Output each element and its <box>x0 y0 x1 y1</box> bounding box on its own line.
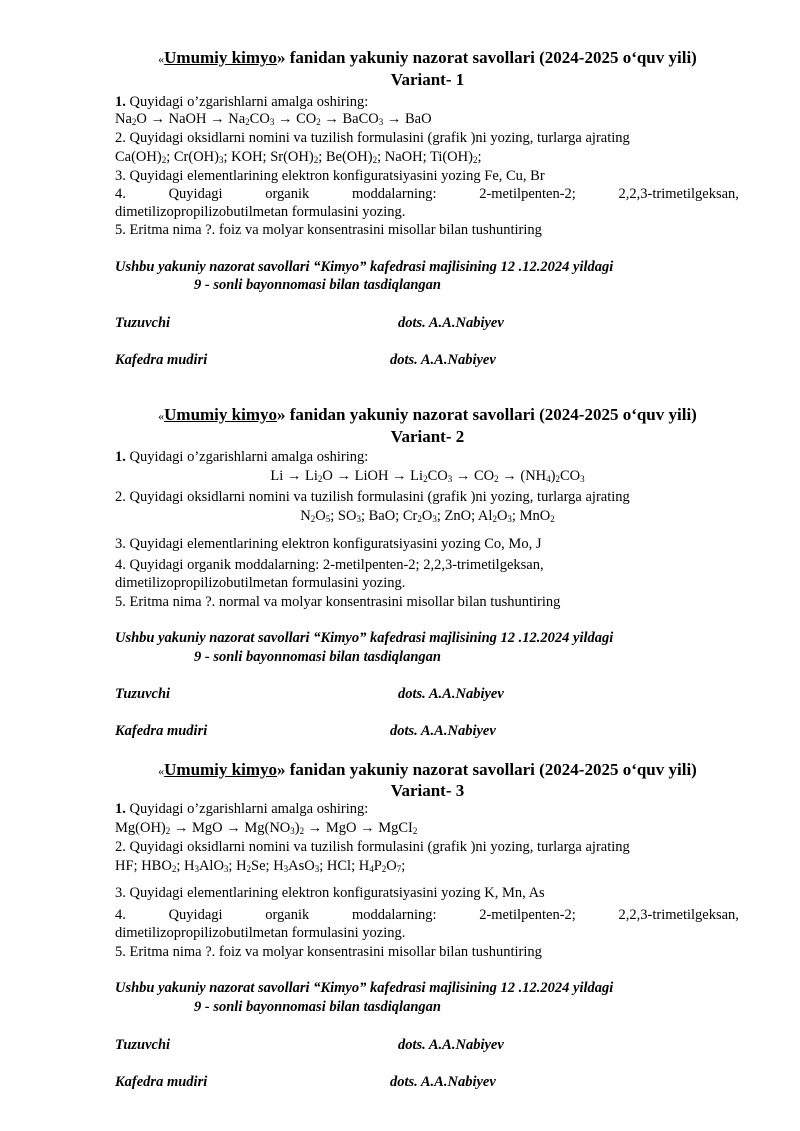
formula-subscript: 2 <box>299 826 305 836</box>
formula-subscript: 5 <box>325 514 331 524</box>
head-label: Kafedra mudiri <box>115 1074 208 1090</box>
author-label: Tuzuvchi <box>115 1037 171 1053</box>
formula-subscript: 3 <box>432 514 437 524</box>
formula-text: AsO <box>288 858 315 874</box>
question-5: 5. Eritma nima ?. normal va molyar konsentrasini misollar bilan tushuntiring <box>115 594 561 610</box>
formula-text: P <box>373 858 382 874</box>
formula-text: O <box>315 508 326 524</box>
formula-subscript: 2 <box>165 826 171 836</box>
formula-subscript: 2 <box>245 117 250 127</box>
formula-text: O <box>386 858 397 874</box>
formula-subscript: 3 <box>378 117 384 127</box>
approval-note-line-1: Ushbu yakuniy nazorat savollari “Kimyo” kafedrasi majlisining 12 .12.2024 yildagi <box>115 259 614 275</box>
formula-text: ; KOH; Sr(OH) <box>223 149 314 165</box>
question-5: 5. Eritma nima ?. foiz va molyar konsentrasini misollar bilan tushuntiring <box>115 222 542 238</box>
formula-text: → MgO → Mg(NO <box>170 820 291 836</box>
formula-text: → BaO <box>383 111 432 127</box>
formula-subscript: 3 <box>447 474 453 484</box>
formula-text: ; BaO; Cr <box>360 508 418 524</box>
question-4-line-1: 4. Quyidagi organik moddalarning: 2-metilpenten-2; 2,2,3-trimetilgeksan, <box>115 186 739 202</box>
formula-subscript: 2 <box>472 155 478 165</box>
formula-subscript: 4 <box>546 474 551 484</box>
approval-note-line-2: 9 - sonli bayonnomasi bilan tasdiqlangan <box>194 277 441 293</box>
formula-text: Mg(OH) <box>115 820 166 836</box>
approval-note-line-1: Ushbu yakuniy nazorat savollari “Kimyo” kafedrasi majlisining 12 .12.2024 yildagi <box>115 980 614 996</box>
formula-text: N <box>300 508 311 524</box>
formula-subscript: 2 <box>310 514 316 524</box>
question-4-line-2: dimetilizopropilizobutilmetan formulasini yozing. <box>115 575 406 591</box>
approval-note-line-2: 9 - sonli bayonnomasi bilan tasdiqlangan <box>194 649 441 665</box>
formula-text: → MgO → MgCI <box>304 820 413 836</box>
question-1-chain <box>115 820 417 837</box>
question-4-line-1: 4. Quyidagi organik moddalarning: 2-metilpenten-2; 2,2,3-trimetilgeksan, <box>115 557 544 573</box>
formula-subscript: 2 <box>246 864 252 874</box>
formula-text: Na <box>115 111 132 127</box>
question-4-line-1: 4. Quyidagi organik moddalarning: 2-metilpenten-2; 2,2,3-trimetilgeksan, <box>115 907 739 923</box>
question-2-list <box>115 858 405 875</box>
question-2: 2. Quyidagi oksidlarni nomini va tuzilish formulasini (grafik )ni yozing, turlarga ajrating <box>115 130 630 146</box>
formula-subscript: 2 <box>131 117 137 127</box>
formula-text: ; HCl; H <box>319 858 370 874</box>
formula-subscript: 2 <box>417 514 422 524</box>
formula-subscript: 3 <box>356 514 361 524</box>
author-label: Tuzuvchi <box>115 315 171 331</box>
formula-text: CO <box>249 111 270 127</box>
approval-note-line-2: 9 - sonli bayonnomasi bilan tasdiqlangan <box>194 999 441 1015</box>
formula-text: CO <box>427 468 448 484</box>
question-3: 3. Quyidagi elementlarining elektron konfiguratsiyasini yozing K, Mn, As <box>115 885 545 901</box>
formula-subscript: 3 <box>218 155 224 165</box>
formula-subscript: 2 <box>492 514 497 524</box>
author-name: dots. A.A.Nabiyev <box>398 1037 504 1053</box>
author-name: dots. A.A.Nabiyev <box>398 315 504 331</box>
formula-text: O <box>421 508 433 524</box>
head-label: Kafedra mudiri <box>115 723 208 739</box>
formula-text: ; <box>477 149 482 165</box>
variant-label: Variant- 2 <box>390 427 465 446</box>
formula-subscript: 3 <box>290 826 295 836</box>
formula-text: ; NaOH; Ti(OH) <box>377 149 473 165</box>
formula-subscript: 2 <box>494 474 499 484</box>
formula-subscript: 4 <box>369 864 374 874</box>
formula-subscript: 2 <box>161 155 167 165</box>
formula-text: ; Cr(OH) <box>166 149 219 165</box>
formula-text: ; H <box>176 858 195 874</box>
formula-text: ; ZnO; Al <box>436 508 493 524</box>
question-1: 1. Quyidagi o’zgarishlarni amalga oshiring: <box>115 449 369 465</box>
author-name: dots. A.A.Nabiyev <box>398 686 504 702</box>
question-2-list <box>115 149 481 166</box>
formula-subscript: 2 <box>412 826 418 836</box>
question-3: 3. Quyidagi elementlarining elektron konfiguratsiyasini yozing Co, Mo, J <box>115 536 542 552</box>
head-label: Kafedra mudiri <box>115 352 208 368</box>
variant-title: «Umumiy kimyo» fanidan yakuniy nazorat savollari (2024-2025 o‘quv yili) <box>158 760 697 779</box>
formula-subscript: 3 <box>194 864 199 874</box>
approval-note-line-1: Ushbu yakuniy nazorat savollari “Kimyo” kafedrasi majlisining 12 .12.2024 yildagi <box>115 630 614 646</box>
question-1-chain <box>0 468 800 485</box>
formula-subscript: 3 <box>507 514 512 524</box>
formula-text: → CO <box>274 111 317 127</box>
formula-subscript: 2 <box>555 474 560 484</box>
formula-subscript: 2 <box>550 514 555 524</box>
question-1-chain <box>115 111 432 128</box>
question-1: 1. Quyidagi o’zgarishlarni amalga oshiring: <box>115 801 369 817</box>
question-5: 5. Eritma nima ?. foiz va molyar konsentrasini misollar bilan tushuntiring <box>115 944 542 960</box>
head-name: dots. A.A.Nabiyev <box>390 723 496 739</box>
head-name: dots. A.A.Nabiyev <box>390 352 496 368</box>
formula-text: O → NaOH → Na <box>136 111 246 127</box>
formula-subscript: 2 <box>423 474 428 484</box>
formula-subscript: 2 <box>372 155 378 165</box>
formula-text: Li → Li <box>270 468 318 484</box>
formula-subscript: 2 <box>171 864 177 874</box>
formula-subscript: 3 <box>223 864 229 874</box>
formula-subscript: 3 <box>269 117 275 127</box>
question-1: 1. Quyidagi o’zgarishlarni amalga oshiring: <box>115 94 369 110</box>
formula-text: ) <box>550 468 556 484</box>
question-3: 3. Quyidagi elementlarining elektron konfiguratsiyasini yozing Fe, Cu, Br <box>115 168 545 184</box>
formula-text: → CO <box>452 468 495 484</box>
formula-text: ; <box>401 858 406 874</box>
variant-title: «Umumiy kimyo» fanidan yakuniy nazorat savollari (2024-2025 o‘quv yili) <box>158 405 697 424</box>
formula-subscript: 7 <box>396 864 402 874</box>
question-2: 2. Quyidagi oksidlarni nomini va tuzilish formulasini (grafik )ni yozing, turlarga ajrating <box>115 489 630 505</box>
question-2: 2. Quyidagi oksidlarni nomini va tuzilish formulasini (grafik )ni yozing, turlarga ajrating <box>115 839 630 855</box>
formula-text: ) <box>294 820 300 836</box>
formula-text: ; Be(OH) <box>318 149 373 165</box>
formula-text: O → LiOH → Li <box>322 468 424 484</box>
formula-text: Ca(OH) <box>115 149 162 165</box>
formula-text: → (NH <box>498 468 547 484</box>
variant-label: Variant- 3 <box>390 781 465 800</box>
formula-text: ; H <box>228 858 247 874</box>
formula-subscript: 2 <box>313 155 319 165</box>
formula-text: AlO <box>198 858 224 874</box>
head-name: dots. A.A.Nabiyev <box>390 1074 496 1090</box>
variant-title: «Umumiy kimyo» fanidan yakuniy nazorat savollari (2024-2025 o‘quv yili) <box>158 48 697 67</box>
formula-subscript: 2 <box>381 864 387 874</box>
formula-text: ; SO <box>330 508 357 524</box>
formula-text: CO <box>560 468 581 484</box>
formula-subscript: 3 <box>283 864 289 874</box>
author-label: Tuzuvchi <box>115 686 171 702</box>
question-4-line-2: dimetilizopropilizobutilmetan formulasini yozing. <box>115 925 406 941</box>
formula-text: HF; HBO <box>115 858 172 874</box>
question-2-list <box>0 508 800 525</box>
formula-subscript: 2 <box>317 474 323 484</box>
formula-text: O <box>496 508 508 524</box>
question-4-line-2: dimetilizopropilizobutilmetan formulasini yozing. <box>115 204 406 220</box>
formula-text: Se; H <box>251 858 284 874</box>
formula-text: ; MnO <box>511 508 551 524</box>
variant-label: Variant- 1 <box>390 70 465 89</box>
formula-subscript: 3 <box>314 864 320 874</box>
formula-subscript: 2 <box>316 117 321 127</box>
formula-text: → BaCO <box>320 111 379 127</box>
formula-subscript: 3 <box>580 474 585 484</box>
